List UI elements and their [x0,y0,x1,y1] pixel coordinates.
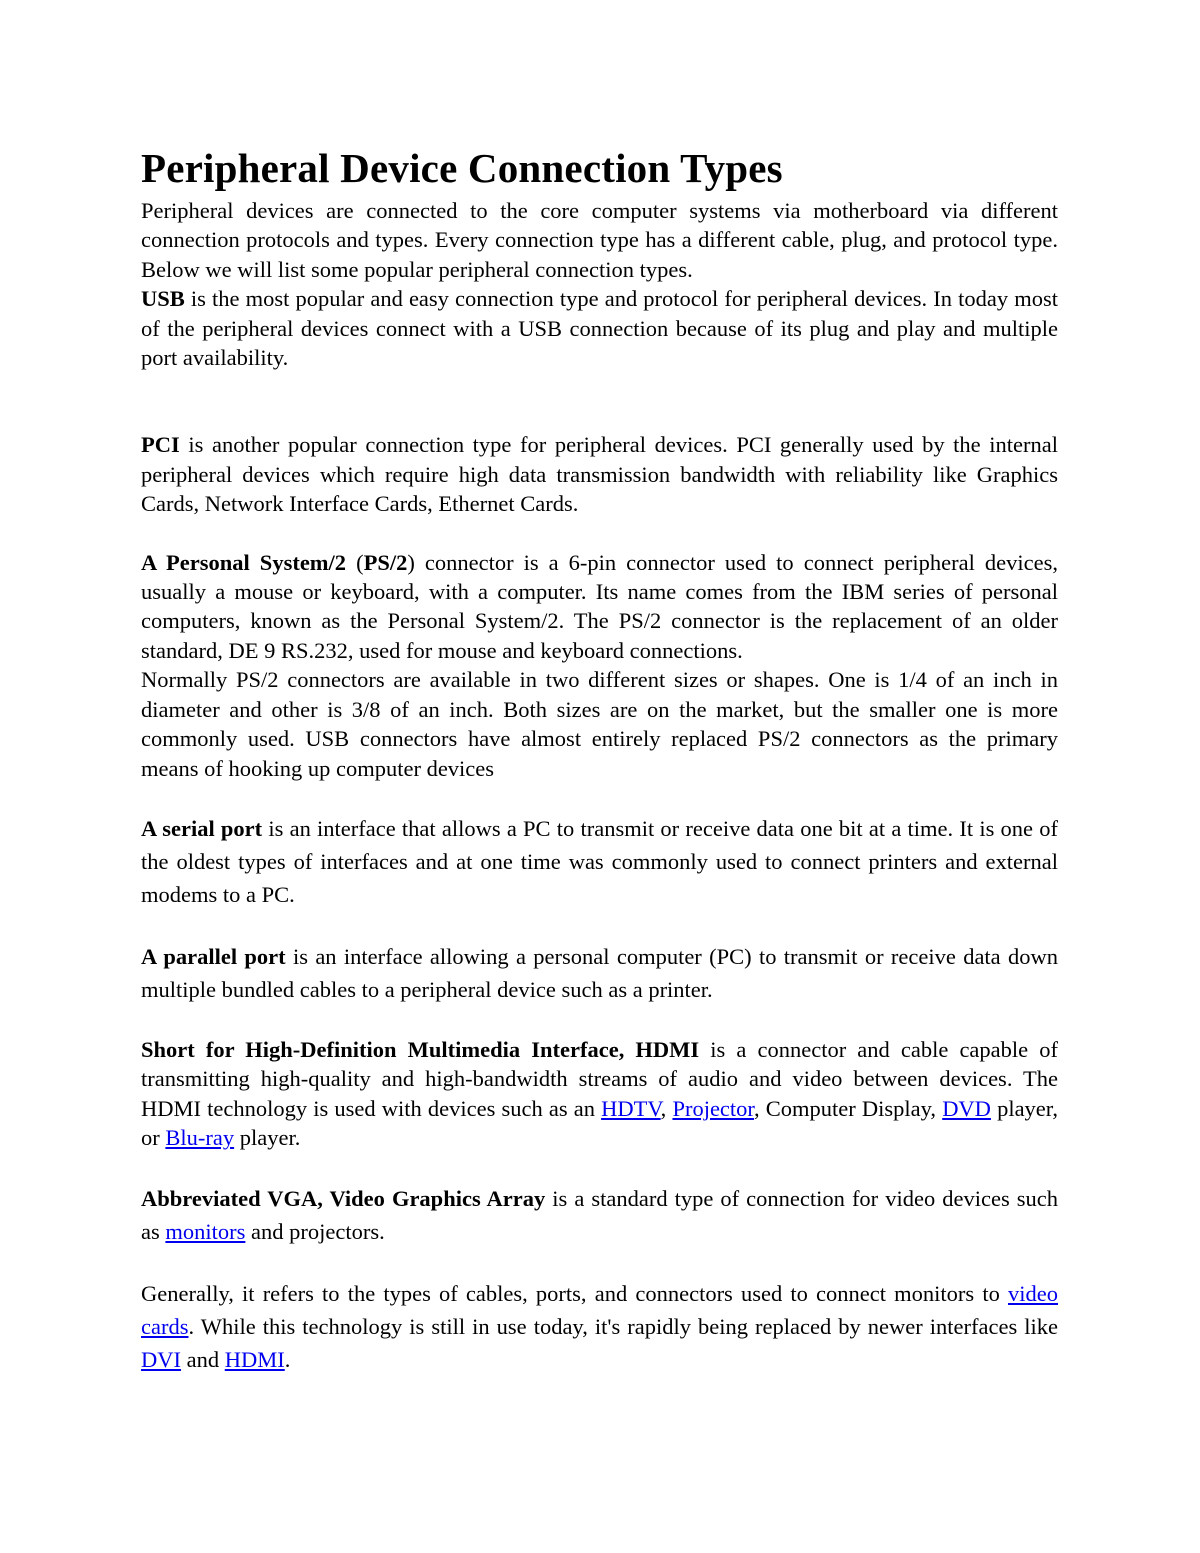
ps2-term: Personal System/2 [166,549,347,575]
hdmi-sep2: , Computer Display, [754,1095,943,1121]
hdmi-link[interactable]: HDMI [224,1346,285,1372]
hdmi-term: Short for High-Definition Multimedia Interface, HDMI [141,1036,700,1062]
usb-text: is the most popular and easy connection type and protocol for peripheral devices. In today most of the peripheral devices connect with a USB connection because of its plug and play and multiple port availability. [141,286,1058,371]
hdmi-text: is a connector and cable capable of transmitting high-quality and high-bandwidth streams of audio and video between devices. The HDMI technology is used with devices such as an [141,1036,1058,1121]
dvi-link[interactable]: DVI [141,1346,181,1372]
usb-term: USB [141,286,185,312]
usb-paragraph [141,284,1058,372]
ps2-sizes-text: Normally PS/2 connectors are available in two different sizes or shapes. One is 1/4 of an inch in diameter and other is 3/8 of an inch. Both sizes are on the market, but the smaller one is more commonly used. USB connectors have almost entirely replaced PS/2 connectors as the primary means of hooking up computer devices [141,667,1058,781]
document-page [141,140,1058,1376]
ps2-prefix: A [141,549,167,575]
general-end: . [284,1346,291,1372]
projector-link[interactable]: Projector [672,1095,755,1121]
intro-text: Peripheral devices are connected to the core computer systems via motherboard via different connection protocols and types. Every connection type has a different cable, plug, and protocol type. Below we will list some popular peripheral connection types. [141,198,1058,282]
ps2-paragraph [141,548,1058,666]
monitors-link[interactable]: monitors [165,1218,246,1244]
hdmi-end: player. [234,1125,301,1151]
vga-paragraph [141,1182,1058,1248]
pci-paragraph [141,430,1058,518]
pci-term: PCI [141,432,180,458]
serial-paragraph [141,812,1058,911]
hdmi-paragraph [141,1035,1058,1153]
general-and: and [181,1346,225,1372]
ps2-text: ) connector is a 6-pin connector used to connect peripheral devices, usually a mouse or keyboard, with a computer. Its name comes from the IBM series of personal computers, known as the Personal System/2. The PS/2 connector is the replacement of an older standard, DE 9 RS.232, used for mouse and keyboard connections. [141,549,1059,663]
parallel-paragraph [141,940,1058,1006]
hdmi-sep3: player, or [141,1095,1059,1151]
ps2-mid: ( [346,549,364,575]
vga-term: Abbreviated VGA, Video Graphics Array [141,1185,546,1211]
bluray-link[interactable]: Blu-ray [165,1125,235,1151]
intro-paragraph [141,196,1058,284]
ps2-sizes-paragraph [141,665,1058,783]
general-text: Generally, it refers to the types of cables, ports, and connectors used to connect monitors to [141,1280,1008,1306]
parallel-text: is an interface allowing a personal computer (PC) to transmit or receive data down multiple bundled cables to a peripheral device such as a printer. [141,943,1058,1002]
serial-text: is an interface that allows a PC to transmit or receive data one bit at a time. It is one of the oldest types of interfaces and at one time was commonly used to connect printers and external modems to a PC. [141,815,1058,907]
hdmi-sep1: , [660,1095,673,1121]
page-title: Peripheral Device Connection Types [141,145,783,191]
vga-text: is a standard type of connection for video devices such as [141,1185,1059,1244]
pci-text: is another popular connection type for peripheral devices. PCI generally used by the internal peripheral devices which require high data transmission bandwidth with reliability like Graphics Cards, Network Interface Cards, Ethernet Cards. [141,432,1058,517]
serial-term: A serial port [141,815,263,841]
general-text2: . While this technology is still in use today, it's rapidly being replaced by newer interfaces like [188,1313,1058,1339]
video-cards-link[interactable]: video cards [141,1280,1058,1339]
hdtv-link[interactable]: HDTV [601,1095,661,1121]
ps2-term2: PS/2 [363,549,408,575]
vga-end: and projectors. [245,1218,385,1244]
parallel-term: A parallel port [141,943,286,969]
general-paragraph [141,1277,1058,1376]
dvd-link[interactable]: DVD [942,1095,991,1121]
